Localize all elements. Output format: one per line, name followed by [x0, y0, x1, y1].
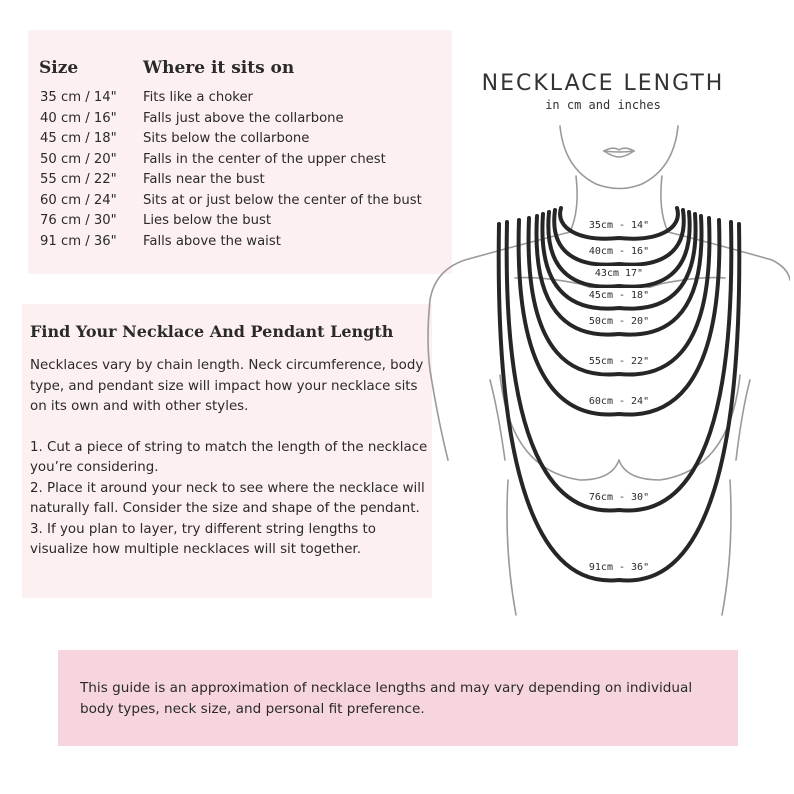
chain-label-3: 45cm - 18" — [588, 290, 650, 301]
chain-label-2: 43cm 17" — [594, 268, 644, 279]
size-row — [28, 170, 452, 190]
size-description: Fits like a choker — [143, 90, 253, 105]
guide-step: 2. Place it around your neck to see where the necklace will naturally fall. Consider the size and shape of the pendant. — [30, 480, 425, 516]
size-row — [28, 232, 452, 252]
size-column-header: Size — [39, 58, 79, 78]
size-row — [28, 129, 452, 149]
size-description: Falls above the waist — [143, 233, 281, 249]
chain-label-4: 50cm - 20" — [588, 316, 650, 327]
chain-label-1: 40cm - 16" — [588, 246, 650, 257]
disclaimer-panel — [58, 650, 738, 746]
size-value: 60 cm / 24" — [40, 192, 117, 208]
where-column-header: Where it sits on — [143, 58, 295, 78]
size-value: 50 cm / 20" — [40, 151, 117, 167]
size-description: Falls near the bust — [143, 172, 265, 187]
chain-label-8: 91cm - 36" — [588, 562, 650, 573]
size-value: 40 cm / 16" — [40, 110, 117, 126]
size-value: 76 cm / 30" — [40, 213, 117, 228]
size-value: 35 cm / 14" — [40, 90, 117, 105]
guide-steps — [30, 438, 430, 561]
size-description: Sits below the collarbone — [143, 131, 310, 146]
size-row — [28, 88, 452, 108]
guide-step: 3. If you plan to layer, try different string lengths to visualize how multiple necklaces will sit together. — [30, 521, 376, 557]
size-row — [28, 191, 452, 211]
size-value: 45 cm / 18" — [40, 131, 117, 146]
chain-label-5: 55cm - 22" — [588, 356, 650, 367]
size-description: Sits at or just below the center of the bust — [143, 192, 422, 208]
chain-label-6: 60cm - 24" — [588, 396, 650, 407]
necklace-chains — [499, 208, 740, 580]
size-description: Lies below the bust — [143, 213, 271, 228]
guide-body — [30, 356, 430, 561]
guide-panel — [22, 304, 432, 598]
size-value: 55 cm / 22" — [40, 172, 117, 187]
guide-intro: Necklaces vary by chain length. Neck circumference, body type, and pendant size will impact how your necklace sits on its own and with other styles. — [30, 358, 424, 414]
disclaimer-text: This guide is an approximation of necklace lengths and may vary depending on individual body types, neck size, and personal fit preference. — [80, 680, 693, 717]
guide-title: Find Your Necklace And Pendant Length — [30, 322, 394, 341]
chain-label-0: 35cm - 14" — [588, 220, 650, 231]
size-description: Falls in the center of the upper chest — [143, 151, 386, 167]
size-value: 91 cm / 36" — [40, 233, 117, 249]
chain-label-7: 76cm - 30" — [588, 492, 650, 503]
size-row — [28, 109, 452, 129]
size-table-panel — [28, 30, 452, 274]
diagram-title: NECKLACE LENGTH — [481, 71, 725, 96]
size-row — [28, 211, 452, 231]
diagram-subtitle: in cm and inches — [545, 98, 661, 112]
guide-step: 1. Cut a piece of string to match the length of the necklace you’re considering. — [30, 439, 428, 475]
necklace-length-diagram — [420, 40, 790, 620]
size-description: Falls just above the collarbone — [143, 110, 344, 126]
size-row — [28, 150, 452, 170]
